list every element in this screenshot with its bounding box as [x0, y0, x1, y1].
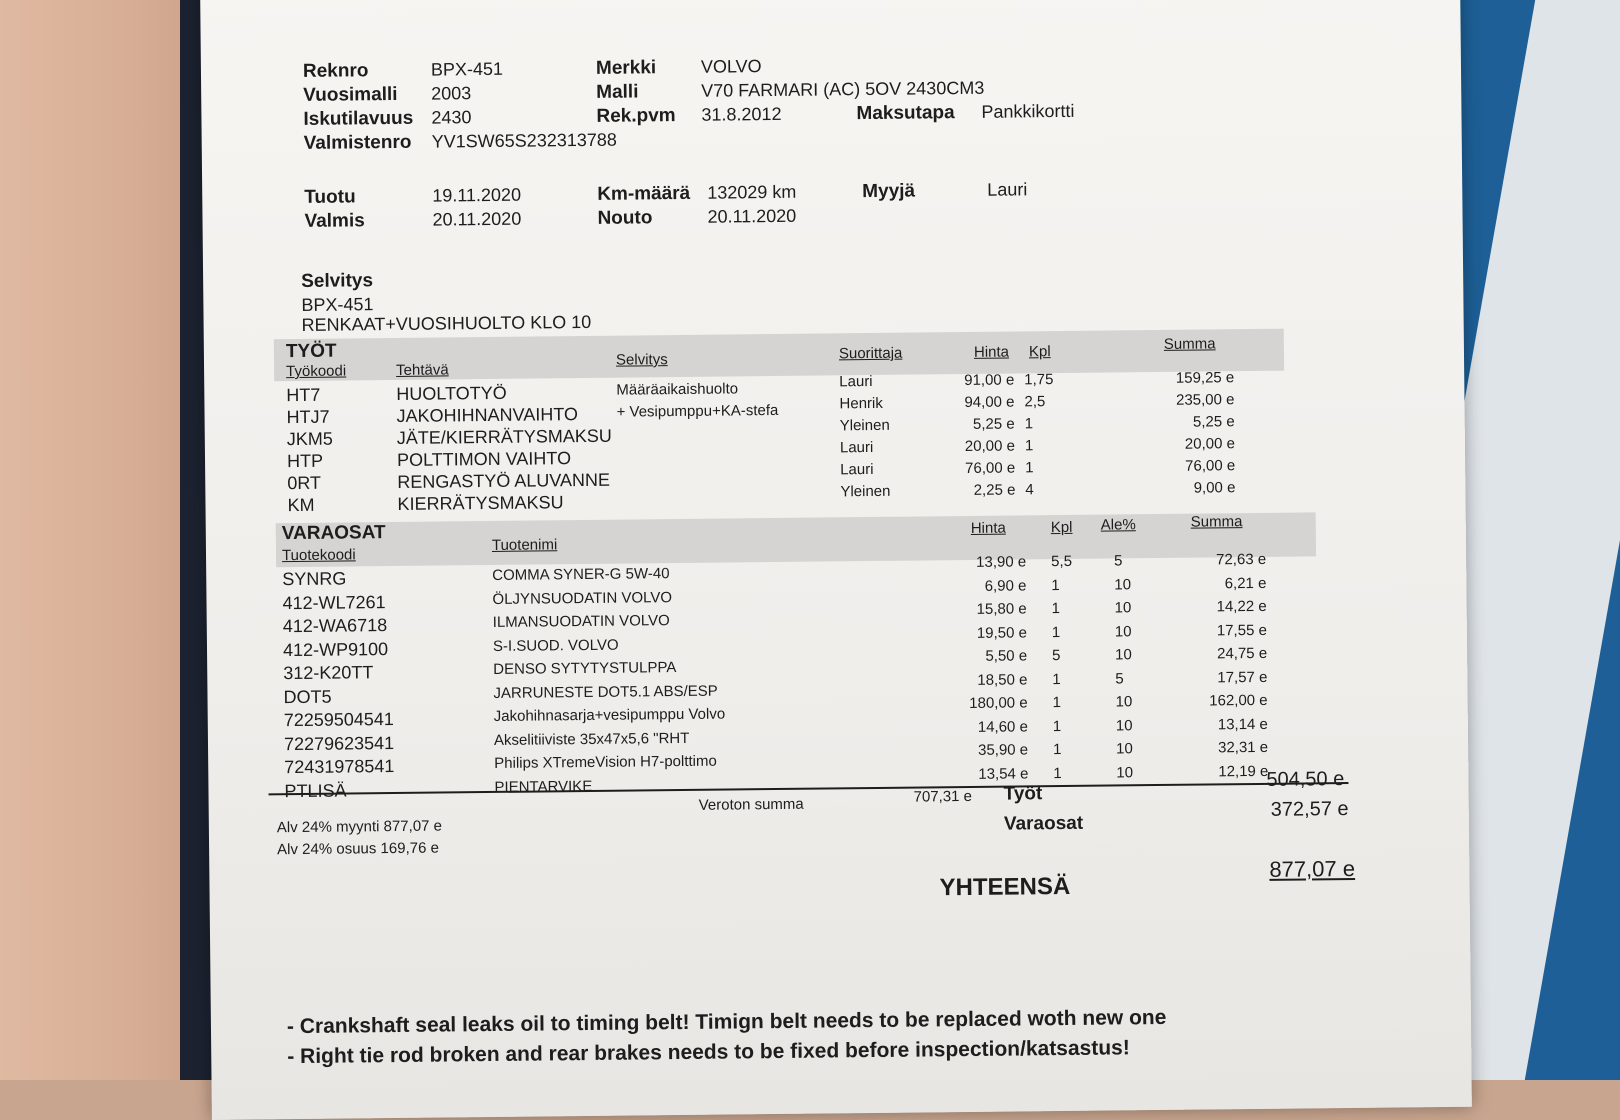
varaosat-row-kpl: 1 [1052, 694, 1062, 712]
valmistenro-label: Valmistenro [303, 131, 412, 154]
vuosimalli-label: Vuosimalli [303, 83, 398, 106]
varaosat-title: VARAOSAT [281, 522, 386, 545]
tyot-col-koodi: Työkoodi [286, 362, 347, 381]
rekpvm-label: Rek.pvm [596, 105, 676, 127]
varaosat-row-summa: 17,55 e [1216, 621, 1267, 639]
veroton-value: 707,31 e [913, 787, 973, 806]
invoice-paper [200, 0, 1472, 1120]
tyot-row-hinta: 76,00 e [965, 459, 1016, 478]
tyot-row-summa: 5,25 e [1192, 413, 1235, 431]
tyot-row-hinta: 5,25 e [972, 415, 1015, 433]
rekpvm-value: 31.8.2012 [701, 103, 782, 125]
varaosat-row-kpl: 1 [1051, 576, 1060, 594]
varaosat-row-nimi: PIENTARVIKE [494, 777, 593, 796]
maksutapa-value: Pankkikortti [981, 100, 1075, 122]
selvitys-line-1: BPX-451 [301, 294, 374, 315]
varaosat-row-summa: 32,31 e [1217, 738, 1269, 757]
tyot-row-summa: 76,00 e [1185, 457, 1236, 475]
varaosat-col-koodi: Tuotekoodi [281, 546, 356, 565]
alv-osuus: Alv 24% osuus 169,76 e [277, 839, 439, 859]
tyot-row-koodi: 0RT [287, 472, 322, 494]
vuosimalli-value: 2003 [431, 83, 472, 104]
varaosat-row-nimi: COMMA SYNER-G 5W-40 [492, 565, 670, 584]
varaosat-row-summa: 17,57 e [1217, 668, 1268, 686]
varaosat-row-summa: 72,63 e [1215, 550, 1267, 569]
varaosat-row-kpl: 5,5 [1051, 552, 1073, 571]
varaosat-total-value: 372,57 e [1270, 798, 1349, 821]
tyot-row-koodi: HTJ7 [286, 406, 330, 428]
varaosat-row-kpl: 1 [1052, 717, 1062, 735]
varaosat-col-hinta: Hinta [970, 519, 1006, 537]
malli-label: Malli [596, 81, 639, 103]
tyot-row-kpl: 2,5 [1024, 393, 1046, 411]
varaosat-row-kpl: 1 [1051, 600, 1061, 618]
tyot-row-tehtava: KIERRÄTYSMAKSU [397, 492, 564, 514]
varaosat-row-koodi: 412-WP9100 [282, 638, 389, 660]
alv-myynti: Alv 24% myynti 877,07 e [276, 817, 443, 837]
tyot-row-suorittaja: Yleinen [840, 482, 891, 501]
tyot-col-summa: Summa [1163, 335, 1216, 353]
tyot-col-kpl: Kpl [1028, 343, 1051, 361]
varaosat-total-label: Varaosat [1003, 812, 1084, 835]
varaosat-row-nimi: DENSO SYTYTYSTULPPA [493, 659, 677, 678]
tyot-row-koodi: HTP [286, 450, 324, 472]
varaosat-row-summa: 14,22 e [1216, 597, 1267, 616]
tyot-row-suorittaja: Lauri [839, 372, 873, 391]
valmis-value: 20.11.2020 [432, 208, 522, 230]
tyot-row-tehtava: RENGASTYÖ ALUVANNE [397, 469, 611, 492]
tyot-col-selvitys: Selvitys [615, 351, 668, 369]
tyot-row-suorittaja: Henrik [839, 394, 883, 413]
tyot-total-label: Työt [1003, 783, 1043, 805]
tyot-row-koodi: KM [287, 494, 315, 516]
tyot-row-hinta: 91,00 e [964, 371, 1015, 390]
tyot-row-summa: 9,00 e [1193, 479, 1236, 497]
totals-divider [269, 782, 1349, 795]
varaosat-row-ale: 10 [1114, 599, 1132, 617]
varaosat-row-ale: 10 [1116, 740, 1133, 758]
varaosat-row-koodi: 412-WA6718 [282, 615, 388, 637]
varaosat-row-summa: 6,21 e [1224, 574, 1267, 592]
tyot-row-tehtava: POLTTIMON VAIHTO [396, 448, 572, 470]
varaosat-header-bar [276, 512, 1316, 570]
varaosat-row-hinta: 13,54 e [978, 764, 1029, 783]
varaosat-row-nimi: Philips XTremeVision H7-polttimo [494, 752, 717, 772]
invoice-document [276, 37, 1411, 1069]
varaosat-row-summa: 13,14 e [1217, 715, 1268, 733]
varaosat-row-hinta: 180,00 e [969, 694, 1028, 712]
varaosat-row-ale: 10 [1114, 575, 1132, 593]
vehicle-header [291, 37, 1411, 232]
tyot-row-koodi: JKM5 [286, 428, 333, 450]
merkki-value: VOLVO [700, 56, 762, 77]
varaosat-row-hinta: 15,80 e [976, 600, 1027, 618]
varaosat-row-summa: 12,19 e [1218, 762, 1269, 780]
reknro-value: BPX-451 [430, 58, 504, 80]
varaosat-row-summa: 24,75 e [1216, 644, 1268, 663]
varaosat-row-nimi: JARRUNESTE DOT5.1 ABS/ESP [493, 682, 718, 702]
varaosat-row-ale: 10 [1115, 716, 1133, 734]
tyot-row-selvitys: Määräaikaishuolto [616, 380, 739, 399]
varaosat-row-nimi: ILMANSUODATIN VOLVO [492, 612, 670, 631]
malli-value: V70 FARMARI (AC) 5OV 2430CM3 [701, 77, 985, 101]
tyot-col-hinta: Hinta [973, 343, 1010, 361]
varaosat-row-hinta: 13,90 e [976, 553, 1027, 571]
tyot-row-suorittaja: Lauri [840, 460, 874, 479]
varaosat-row-kpl: 1 [1053, 741, 1062, 759]
tyot-row-summa: 235,00 e [1175, 391, 1235, 409]
varaosat-row-ale: 10 [1115, 693, 1133, 711]
varaosat-row-koodi: 72279623541 [283, 732, 395, 754]
varaosat-row-nimi: Jakohihnasarja+vesipumppu Volvo [493, 705, 726, 725]
veroton-label: Veroton summa [698, 795, 804, 814]
varaosat-row-hinta: 14,60 e [977, 717, 1028, 736]
tyot-row-tehtava: JAKOHIHNANVAIHTO [396, 404, 579, 426]
tyot-row-koodi: HT7 [286, 384, 321, 406]
tyot-row-suorittaja: Lauri [839, 438, 874, 457]
varaosat-row-koodi: SYNRG [282, 568, 347, 590]
yhteensa-value: 877,07 e [1269, 855, 1356, 882]
tyot-row-summa: 20,00 e [1184, 435, 1236, 453]
merkki-label: Merkki [595, 57, 657, 79]
tyot-title: TYÖT [285, 340, 337, 363]
varaosat-col-ale: Ale% [1100, 516, 1136, 534]
varaosat-row-hinta: 6,90 e [984, 576, 1027, 595]
varaosat-row-summa: 162,00 e [1209, 691, 1268, 710]
varaosat-row-koodi: PTLISÄ [284, 780, 347, 801]
km-label: Km-määrä [597, 182, 691, 205]
varaosat-row-ale: 10 [1116, 763, 1134, 781]
varaosat-row-hinta: 35,90 e [977, 741, 1029, 759]
tuotu-value: 19.11.2020 [432, 184, 522, 206]
selvitys-title: Selvitys [301, 270, 374, 292]
varaosat-row-kpl: 1 [1053, 764, 1062, 782]
km-value: 132029 km [707, 181, 797, 203]
varaosat-row-ale: 10 [1115, 646, 1132, 664]
tyot-row-tehtava: JÄTE/KIERRÄTYSMAKSU [396, 425, 612, 448]
valmistenro-value: YV1SW65S232313788 [431, 129, 617, 152]
varaosat-row-ale: 5 [1115, 669, 1124, 687]
tyot-row-hinta: 2,25 e [973, 481, 1016, 499]
varaosat-row-ale: 10 [1114, 622, 1132, 640]
tyot-row-hinta: 94,00 e [964, 393, 1015, 412]
varaosat-row-nimi: S-I.SUOD. VOLVO [492, 636, 619, 655]
varaosat-row-koodi: 72431978541 [284, 756, 395, 778]
tyot-row-summa: 159,25 e [1175, 369, 1235, 387]
varaosat-col-nimi: Tuotenimi [491, 536, 558, 554]
tyot-total-value: 504,50 e [1266, 768, 1345, 791]
myyja-label: Myyjä [862, 180, 916, 203]
varaosat-row-kpl: 5 [1052, 647, 1061, 665]
varaosat-row-hinta: 19,50 e [976, 623, 1027, 642]
yhteensa-label: YHTEENSÄ [939, 872, 1071, 902]
nouto-label: Nouto [597, 207, 653, 229]
tyot-row-kpl: 1 [1024, 437, 1034, 455]
iskutilavuus-value: 2430 [431, 107, 472, 128]
varaosat-row-koodi: 312-K20TT [283, 662, 374, 684]
tyot-row-selvitys: + Vesipumppu+KA-stefa [616, 401, 779, 421]
varaosat-col-summa: Summa [1190, 513, 1243, 531]
varaosat-col-kpl: Kpl [1050, 518, 1073, 537]
varaosat-row-koodi: 412-WL7261 [282, 591, 386, 613]
varaosat-row-hinta: 5,50 e [985, 647, 1028, 665]
varaosat-row-koodi: DOT5 [283, 686, 332, 707]
reknro-label: Reknro [302, 60, 369, 82]
tyot-row-kpl: 4 [1025, 481, 1034, 499]
maksutapa-label: Maksutapa [856, 102, 955, 125]
valmis-label: Valmis [304, 210, 365, 232]
myyja-value: Lauri [987, 179, 1028, 200]
tyot-col-tehtava: Tehtävä [396, 361, 449, 379]
varaosat-row-hinta: 18,50 e [977, 670, 1028, 689]
selvitys-line-2: RENKAAT+VUOSIHUOLTO KLO 10 [301, 311, 592, 335]
tuotu-label: Tuotu [304, 186, 356, 208]
varaosat-row-kpl: 1 [1052, 670, 1061, 688]
nouto-value: 20.11.2020 [707, 205, 797, 227]
tyot-row-tehtava: HUOLTOTYÖ [396, 382, 507, 404]
tyot-row-kpl: 1 [1024, 415, 1034, 433]
varaosat-row-nimi: Akselitiiviste 35x47x5,6 "RHT [493, 729, 690, 749]
tyot-row-suorittaja: Yleinen [839, 416, 890, 435]
varaosat-row-koodi: 72259504541 [283, 709, 394, 731]
tyot-row-kpl: 1 [1025, 459, 1034, 477]
note-1: - Crankshaft seal leaks oil to timing belt! Timign belt needs to be replaced woth new one [286, 1005, 1167, 1039]
tyot-col-suorittaja: Suorittaja [838, 344, 903, 363]
varaosat-row-kpl: 1 [1051, 623, 1061, 641]
tyot-row-hinta: 20,00 e [964, 437, 1016, 456]
varaosat-row-ale: 5 [1114, 552, 1123, 570]
varaosat-row-nimi: ÖLJYNSUODATIN VOLVO [492, 588, 673, 608]
iskutilavuus-label: Iskutilavuus [303, 107, 414, 130]
note-2: - Right tie rod broken and rear brakes needs to be fixed before inspection/katsastus! [287, 1036, 1130, 1069]
tyot-row-kpl: 1,75 [1024, 371, 1054, 389]
